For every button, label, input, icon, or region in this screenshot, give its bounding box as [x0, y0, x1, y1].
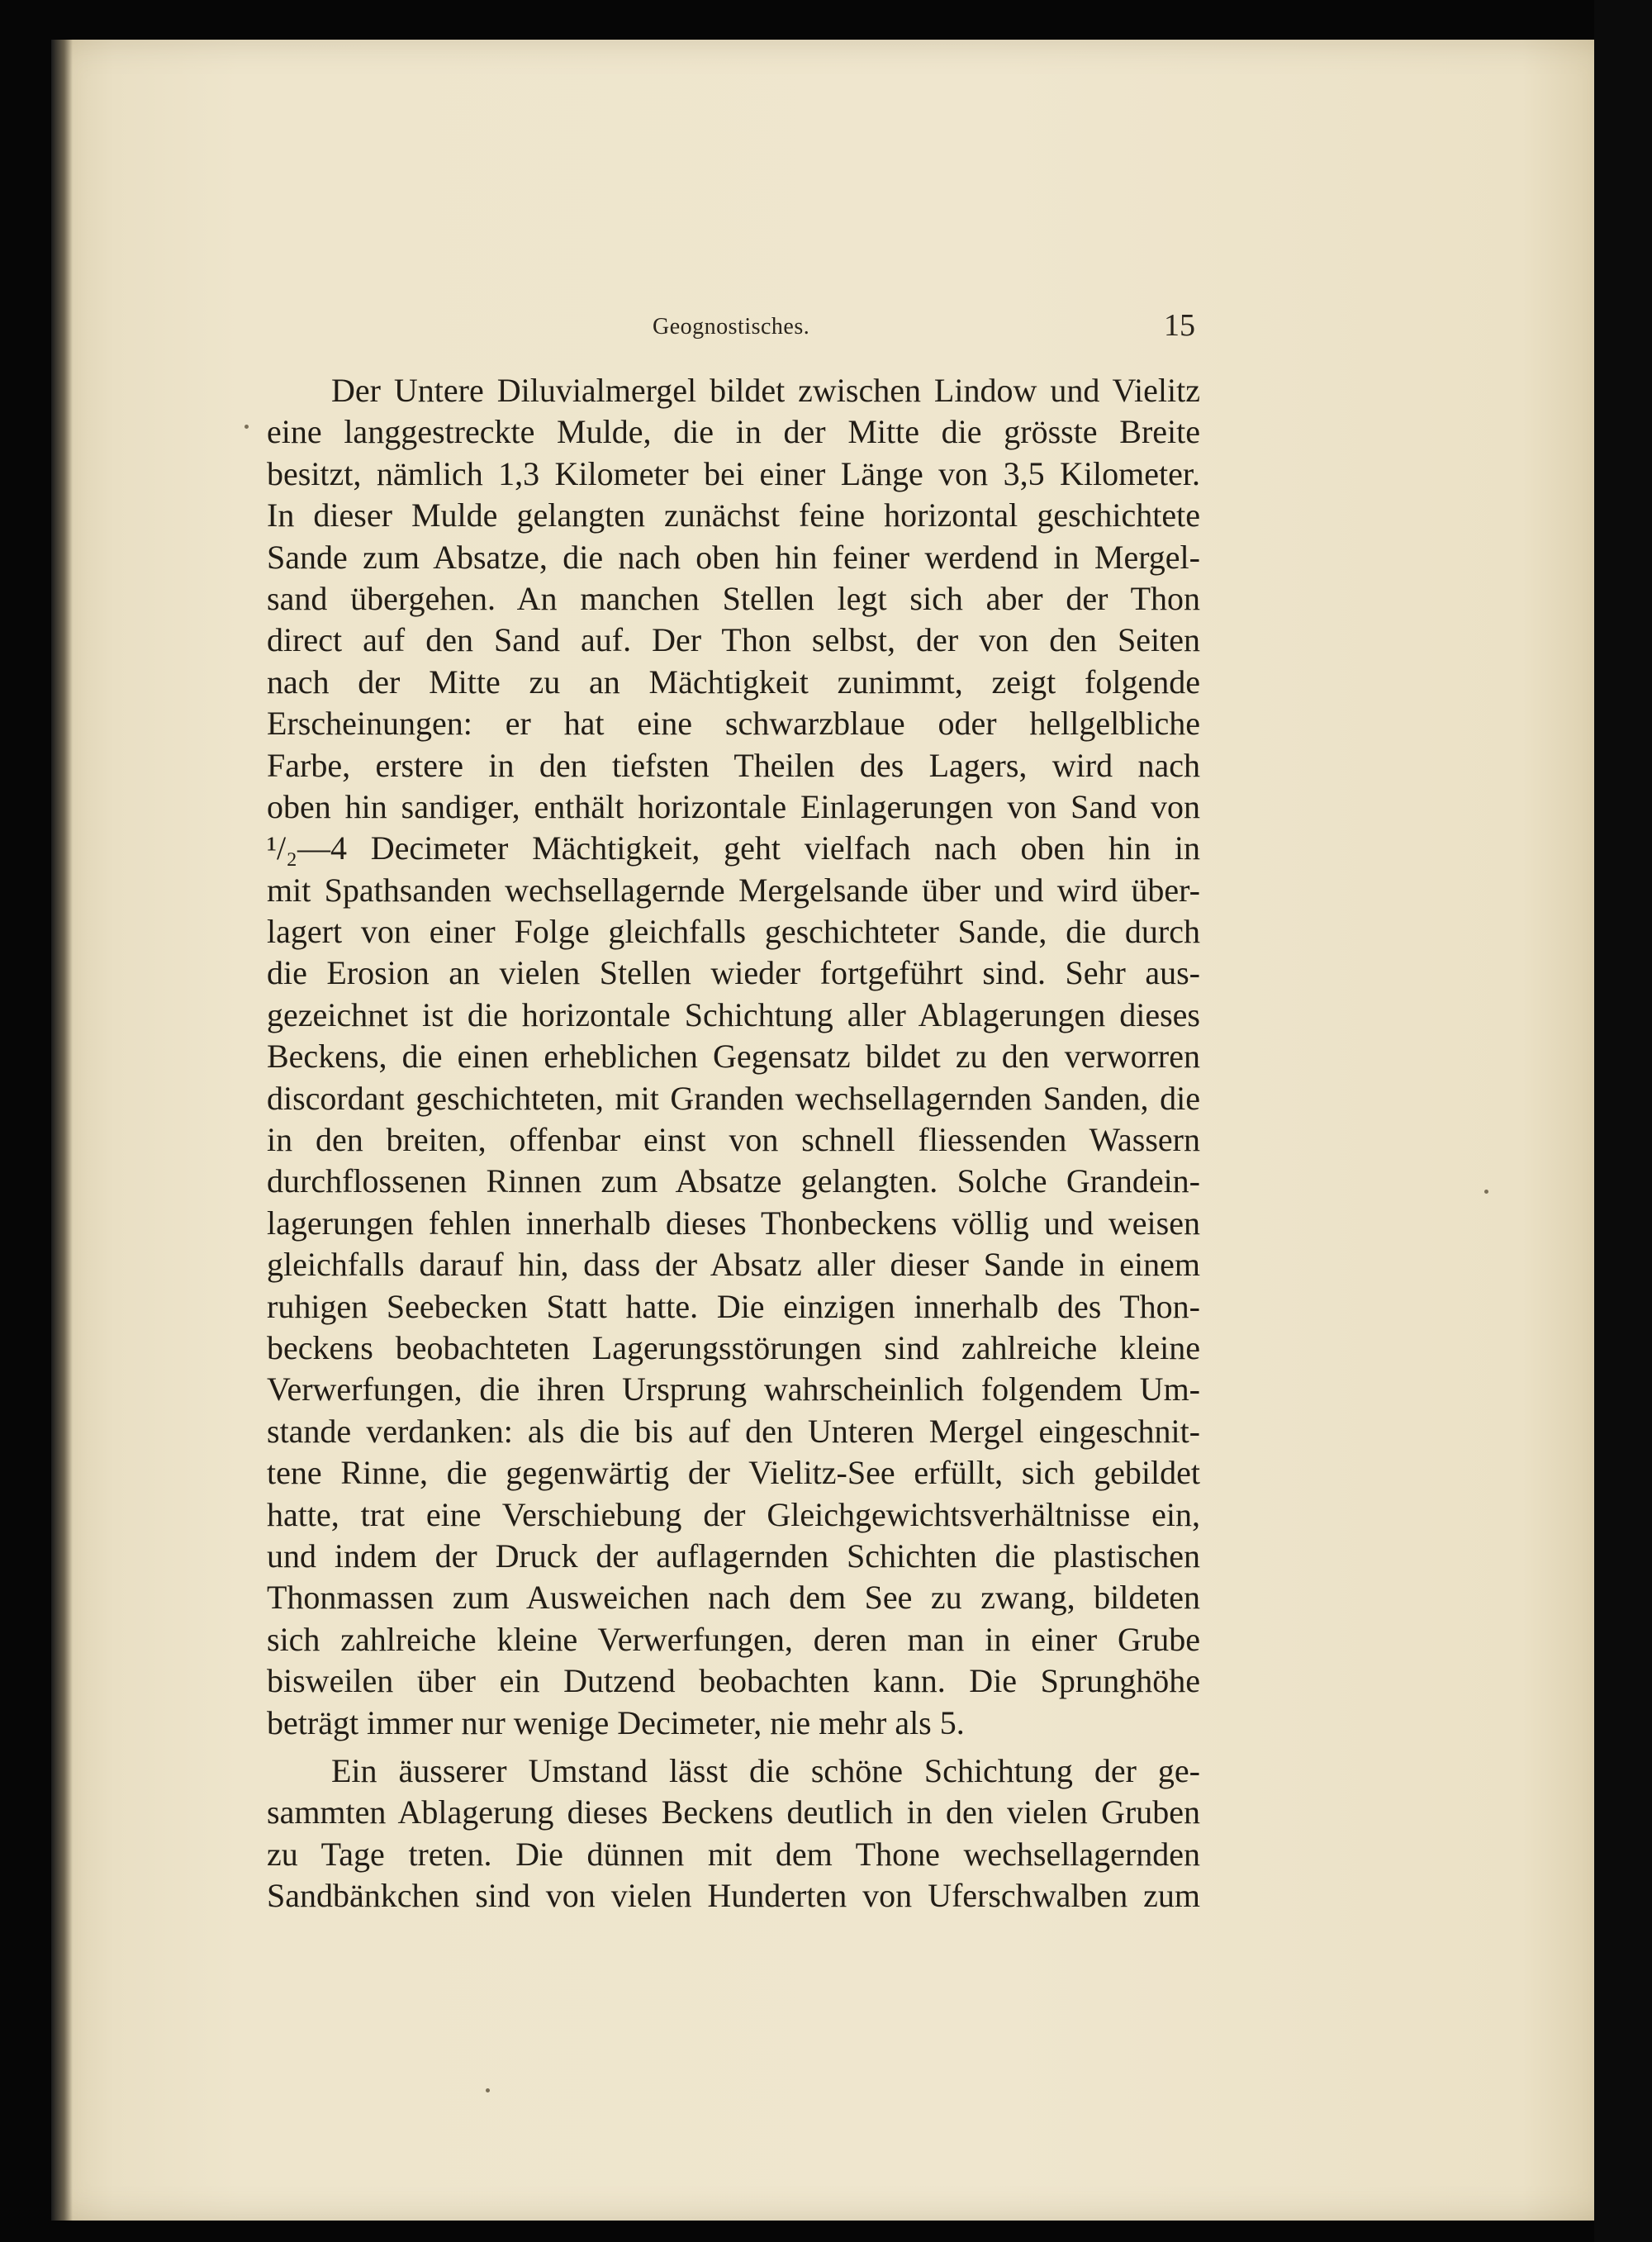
- text-line: tene Rinne, die gegenwärtig der Vielitz-See erfüllt, sich gebildet: [267, 1454, 1200, 1492]
- text-line: beträgt immer nur wenige Decimeter, nie mehr als 5.: [267, 1703, 965, 1741]
- text-line: in den breiten, offenbar einst von schnell fliessenden Wassern: [267, 1121, 1200, 1159]
- text-line: ¹/₂—4 Decimeter Mächtigkeit, geht vielfach nach oben hin in: [267, 829, 1200, 867]
- text-line: mit Spathsanden wechsellagernde Mergelsande über und wird über-: [267, 871, 1200, 909]
- text-line: Der Untere Diluvialmergel bildet zwischen Lindow und Vielitz: [331, 372, 1200, 409]
- text-line: eine langgestreckte Mulde, die in der Mitte die grösste Breite: [267, 413, 1200, 451]
- text-line: sich zahlreiche kleine Verwerfungen, deren man in einer Grube: [267, 1620, 1200, 1658]
- text-line: die Erosion an vielen Stellen wieder fortgeführt sind. Sehr aus-: [267, 954, 1200, 992]
- text-line: sammten Ablagerung dieses Beckens deutlich in den vielen Gruben: [267, 1793, 1200, 1831]
- text-line: stande verdanken: als die bis auf den Unteren Mergel eingeschnit-: [267, 1412, 1200, 1450]
- text-line: Sandbänkchen sind von vielen Hunderten von Uferschwalben zum: [267, 1877, 1200, 1915]
- text-line: lagert von einer Folge gleichfalls geschichteter Sande, die durch: [267, 913, 1200, 951]
- page-number: 15: [1164, 308, 1195, 343]
- text-line: nach der Mitte zu an Mächtigkeit zunimmt, zeigt folgende: [267, 663, 1200, 701]
- text-line: bisweilen über ein Dutzend beobachten kann. Die Sprunghöhe: [267, 1662, 1200, 1700]
- text-line: sand übergehen. An manchen Stellen legt sich aber der Thon: [267, 579, 1200, 617]
- text-line: und indem der Druck der auflagernden Schichten die plastischen: [267, 1537, 1200, 1575]
- running-title: Geognostisches.: [653, 314, 810, 340]
- dark-scan-border: [1594, 0, 1652, 2242]
- paper-speck: [1484, 1190, 1488, 1194]
- text-line: In dieser Mulde gelangten zunächst feine horizontal geschichtete: [267, 496, 1200, 534]
- text-line: besitzt, nämlich 1,3 Kilometer bei einer Länge von 3,5 Kilometer.: [267, 454, 1200, 492]
- text-line: discordant geschichteten, mit Granden wechsellagernden Sanden, die: [267, 1079, 1200, 1117]
- text-line: zu Tage treten. Die dünnen mit dem Thone wechsellagernden: [267, 1835, 1200, 1873]
- text-line: gezeichnet ist die horizontale Schichtung aller Ablagerungen dieses: [267, 995, 1200, 1033]
- text-line: oben hin sandiger, enthält horizontale Einlagerungen von Sand von: [267, 787, 1200, 825]
- text-line: lagerungen fehlen innerhalb dieses Thonbeckens völlig und weisen: [267, 1204, 1200, 1242]
- paragraph-2: [267, 1750, 1200, 1917]
- text-line: Verwerfungen, die ihren Ursprung wahrscheinlich folgendem Um-: [267, 1370, 1200, 1408]
- paragraph-1: [267, 370, 1200, 1744]
- text-line: direct auf den Sand auf. Der Thon selbst, der von den Seiten: [267, 621, 1200, 659]
- text-line: gleichfalls darauf hin, dass der Absatz aller dieser Sande in einem: [267, 1246, 1200, 1284]
- body-text: [267, 370, 1200, 1917]
- text-line: Thonmassen zum Ausweichen nach dem See zu zwang, bildeten: [267, 1579, 1200, 1617]
- page-header: [268, 307, 1210, 354]
- paper-speck: [486, 2088, 490, 2092]
- text-line: hatte, trat eine Verschiebung der Gleichgewichtsverhältnisse ein,: [267, 1495, 1200, 1533]
- text-line: ruhigen Seebecken Statt hatte. Die einzigen innerhalb des Thon-: [267, 1287, 1200, 1325]
- text-line: Erscheinungen: er hat eine schwarzblaue oder hellgelbliche: [267, 705, 1200, 743]
- text-line: durchflossenen Rinnen zum Absatze gelangten. Solche Grandein-: [267, 1162, 1200, 1200]
- book-gutter-shadow: [51, 40, 73, 2221]
- paper-speck: [244, 425, 249, 429]
- text-line: Farbe, erstere in den tiefsten Theilen des Lagers, wird nach: [267, 746, 1200, 784]
- text-line: beckens beobachteten Lagerungsstörungen sind zahlreiche kleine: [267, 1328, 1200, 1366]
- text-line: Beckens, die einen erheblichen Gegensatz bildet zu den verworren: [267, 1038, 1200, 1076]
- text-line: Ein äusserer Umstand lässt die schöne Schichtung der ge-: [331, 1751, 1200, 1789]
- text-line: Sande zum Absatze, die nach oben hin feiner werdend in Mergel-: [267, 538, 1200, 576]
